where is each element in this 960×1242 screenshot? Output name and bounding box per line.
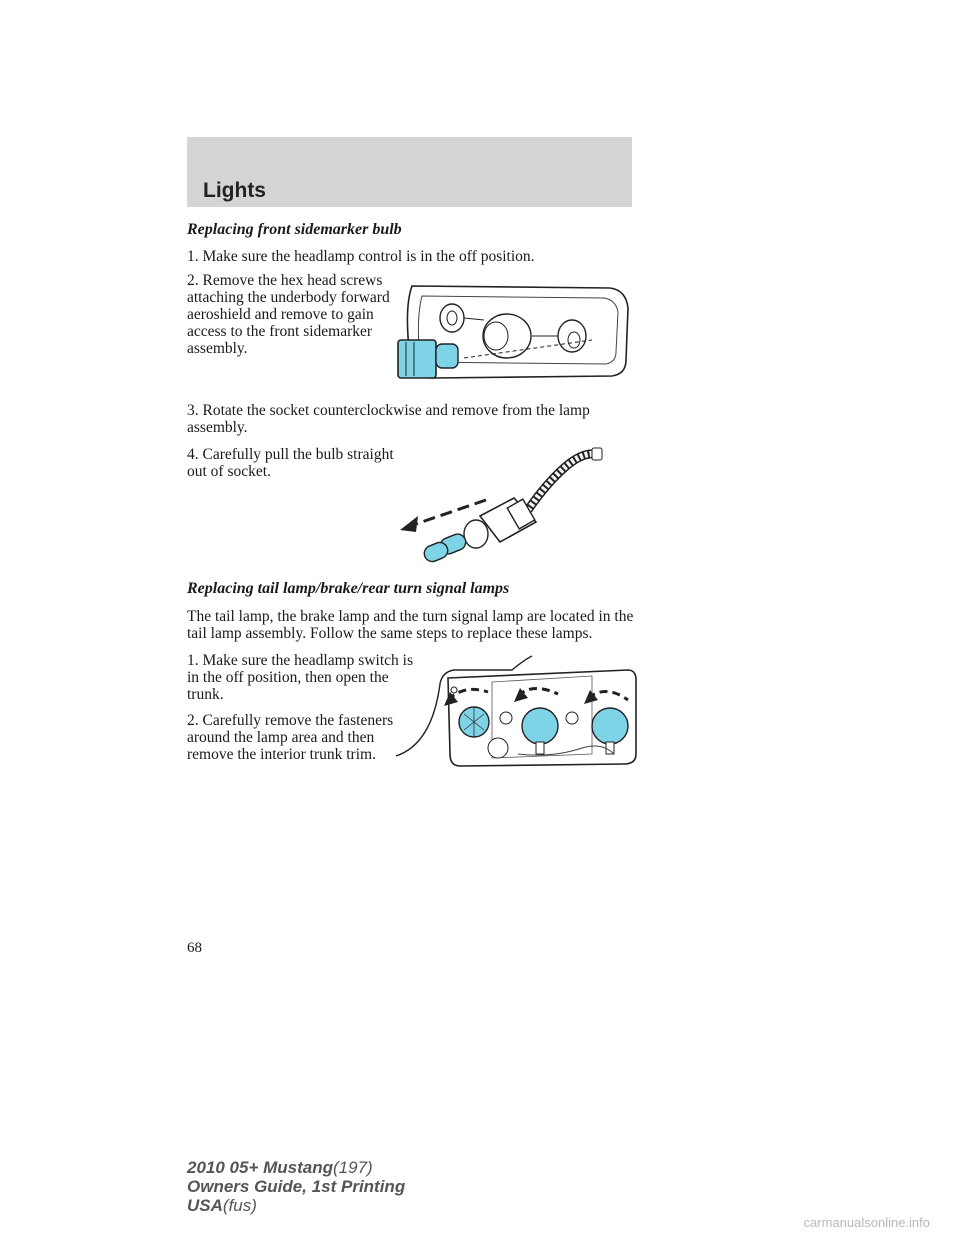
tail-lamp-step-2: 2. Carefully remove the fasteners around the lamp area and then remove the interior trunk trim. bbox=[187, 712, 394, 763]
tail-lamp-intro: The tail lamp, the brake lamp and the turn signal lamp are located in the tail lamp assembly. Follow the same steps to replace these lamps. bbox=[187, 608, 634, 642]
footer-model-code: (197) bbox=[333, 1158, 373, 1177]
heading-sidemarker: Replacing front sidemarker bulb bbox=[187, 221, 402, 238]
sidemarker-step-4: 4. Carefully pull the bulb straight out of socket. bbox=[187, 446, 394, 480]
section-header-band bbox=[187, 137, 632, 207]
document-footer bbox=[187, 1158, 405, 1215]
section-title: Lights bbox=[203, 179, 266, 202]
footer-guide: Owners Guide, 1st Printing bbox=[187, 1177, 406, 1196]
tail-lamp-assembly-illustration bbox=[392, 654, 642, 770]
sidemarker-step-2: 2. Remove the hex head screws attaching the underbody forward aeroshield and remove to gain access to the front sidemarker assembly. bbox=[187, 272, 390, 357]
tail-lamp-step-1: 1. Make sure the headlamp switch is in the off position, then open the trunk. bbox=[187, 652, 413, 703]
sidemarker-assembly-illustration bbox=[392, 278, 632, 386]
footer-market-code: (fus) bbox=[222, 1196, 257, 1215]
heading-tail-lamp: Replacing tail lamp/brake/rear turn signal lamps bbox=[187, 580, 510, 597]
bulb-removal-illustration bbox=[396, 444, 606, 570]
sidemarker-step-3: 3. Rotate the socket counterclockwise and remove from the lamp assembly. bbox=[187, 402, 590, 436]
sidemarker-step-1: 1. Make sure the headlamp control is in the off position. bbox=[187, 248, 535, 265]
watermark-text: carmanualsonline.info bbox=[803, 1215, 930, 1230]
footer-market: USA bbox=[187, 1196, 223, 1215]
page-number: 68 bbox=[187, 940, 202, 956]
footer-model: 2010 05+ Mustang bbox=[187, 1158, 333, 1177]
